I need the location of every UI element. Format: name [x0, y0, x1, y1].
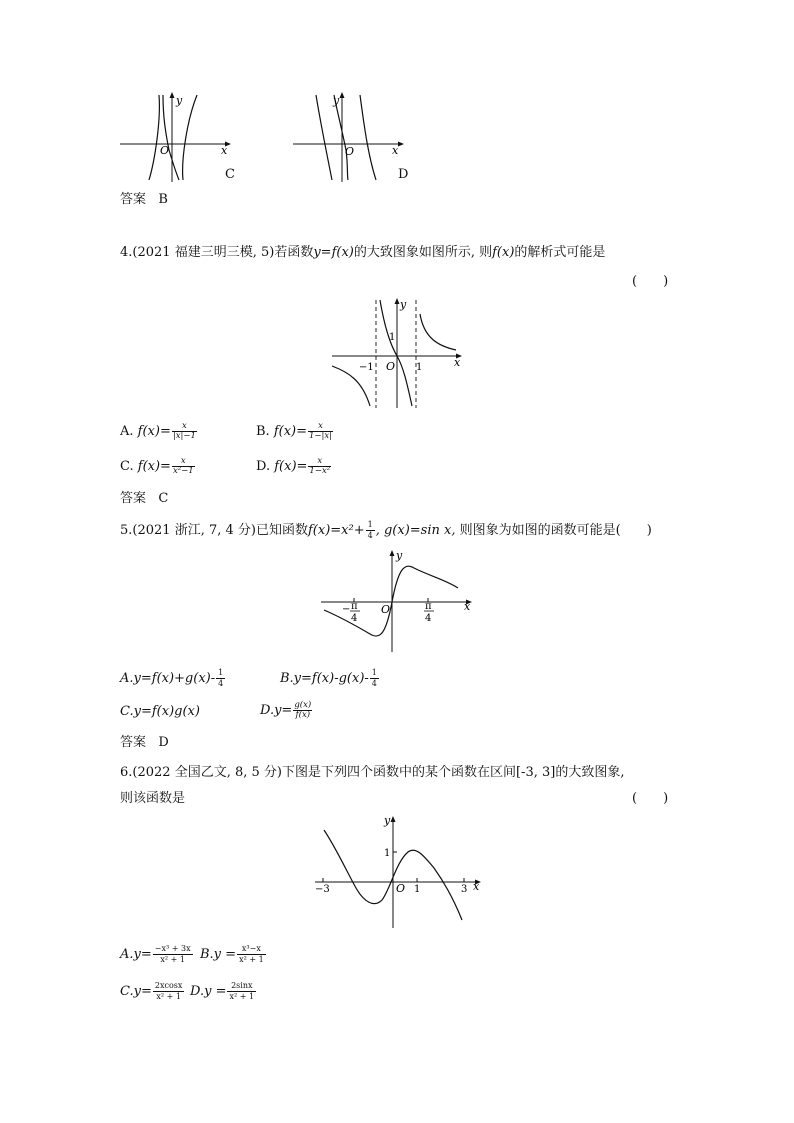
answer-q4: 答案 C [120, 491, 169, 506]
q6-stem-line1: 6.(2022 全国乙文, 8, 5 分)下图是下列四个函数中的某个函数在区间[-3, 3]的大致图象, [120, 765, 625, 780]
tick-y-1: 1 [384, 848, 391, 859]
axis-x-label: x [473, 880, 480, 893]
q4-stem: 4.(2021 福建三明三模, 5)若函数y=f(x)的大致图象如图所示, 则f(x)的解析式可能是 [120, 245, 606, 260]
q6-option-d[interactable]: D.y = $\frac{2\sin x}{\text{x² + 1}}$ [190, 981, 255, 1001]
svg-text:π: π [351, 601, 358, 612]
tick-x-1: 1 [414, 884, 421, 895]
q4-option-c[interactable]: C. f(x)= $\frac{x}{\text{x²−1}}$ [120, 456, 194, 476]
axis-x-label: x [392, 144, 399, 157]
q5-option-a[interactable]: A.y=f(x)+g(x)- $\frac{1}{4}$ [120, 668, 224, 688]
axis-x-label: x [221, 144, 228, 157]
origin-label: O [381, 603, 391, 616]
q6-option-a[interactable]: A.y= $\frac{\text{−x³ + 3x}}{\text{x² + 1}}$ [120, 944, 191, 964]
tick-x-1: 1 [416, 362, 423, 373]
svg-text:−: − [342, 604, 351, 615]
q6-option-b[interactable]: B.y = $\frac{\text{x³−x}}{\text{x² + 1}}$ [200, 944, 264, 964]
q6-graph [312, 812, 492, 930]
tick-x-neg-1: −1 [359, 362, 374, 373]
axis-y-label: y [400, 298, 407, 311]
q6-option-c[interactable]: C.y= $\frac{2xcosx}{\text{x² + 1}}$ [120, 981, 183, 1001]
q5-option-c[interactable]: C.y=f(x)g(x) [120, 704, 200, 719]
q5-graph [318, 546, 478, 654]
tick-y-1: 1 [389, 332, 396, 343]
answer-q3: 答案 B [120, 192, 168, 207]
graph-d-label: D [398, 167, 409, 182]
graph-option-c [115, 90, 240, 185]
q4-graph [328, 296, 468, 411]
axis-y-label: y [384, 814, 391, 827]
origin-label: O [160, 144, 170, 157]
axis-x-label: x [464, 600, 471, 613]
svg-text:4: 4 [425, 613, 432, 624]
axis-y-label: y [176, 94, 183, 107]
graph-c-label: C [225, 167, 235, 182]
q6-stem-line2: 则该函数是 [120, 791, 186, 806]
q4-answer-paren: ( ) [632, 274, 669, 289]
q5-stem: 5.(2021 浙江, 7, 4 分)已知函数f(x)=x²+ $\frac{1}{4}$ , g(x)=sin x, 则图象为如图的函数可能是( ) [120, 520, 652, 540]
q5-option-b[interactable]: B.y=f(x)-g(x)- $\frac{1}{4}$ [280, 668, 377, 688]
svg-text:π: π [425, 601, 432, 612]
answer-q5: 答案 D [120, 735, 169, 750]
origin-label: O [396, 882, 406, 895]
tick-pi-over-4 [424, 601, 434, 624]
origin-label: O [386, 360, 396, 373]
svg-text:4: 4 [351, 613, 358, 624]
axis-x-label: x [454, 356, 461, 369]
graph-option-d [290, 90, 415, 185]
origin-label: O [345, 145, 355, 158]
q5-option-d[interactable]: D.y= $\frac{g(x)}{f(x)}$ [260, 700, 312, 720]
q6-answer-paren: ( ) [632, 791, 669, 806]
axis-y-label: y [333, 94, 340, 107]
q4-option-a[interactable]: A. f(x)= $\frac{x}{|x|-1}$ [120, 421, 196, 441]
q4-option-b[interactable]: B. f(x)= $\frac{x}{1-|x|}$ [256, 421, 333, 441]
q4-option-d[interactable]: D. f(x)= $\frac{x}{\text{1−x²}}$ [256, 456, 331, 476]
tick-x-3: 3 [461, 884, 468, 895]
tick-x-neg-3: −3 [315, 884, 330, 895]
axis-y-label: y [396, 549, 403, 562]
